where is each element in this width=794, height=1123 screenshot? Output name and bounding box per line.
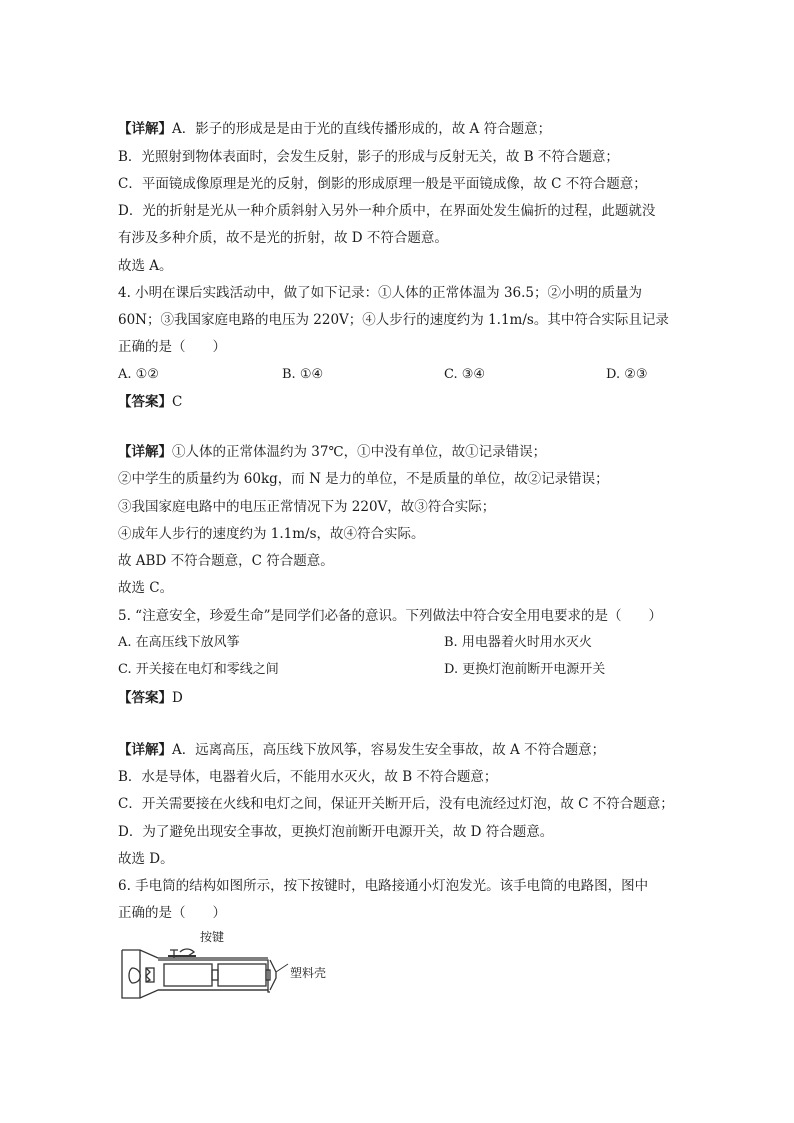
q4-option-c: C. ③④ xyxy=(444,367,486,382)
answer-q5: 【答案】D xyxy=(118,690,183,706)
analysis-q4-line3: ③我国家庭电路中的电压正常情况下为 220V，故③符合实际； xyxy=(118,499,496,515)
q4-option-a: A. ①② xyxy=(118,367,159,382)
analysis-tag: 【详解】 xyxy=(118,121,172,137)
question-4-line1: 4. 小明在课后实践活动中，做了如下记录：①人体的正常体温为 36.5；②小明的质量为 xyxy=(118,285,643,301)
question-4-line2: 60N；③我国家庭电路的电压为 220V；④人步行的速度约为 1.1m/s。其中符合实际且记录 xyxy=(118,312,669,328)
analysis-q3-line4: D．光的折射是光从一种介质斜射入另外一种介质中，在界面处发生偏折的过程，此题就没 xyxy=(118,203,656,219)
question-5: 5. “注意安全，珍爱生命”是同学们必备的意识。下列做法中符合安全用电要求的是（ ） xyxy=(118,608,662,624)
q5-option-b: B. 用电器着火时用水灭火 xyxy=(444,635,592,650)
conclusion-q3: 故选 A。 xyxy=(118,258,173,274)
q5-option-d: D. 更换灯泡前断开电源开关 xyxy=(444,662,606,677)
analysis-q5-line3: C．开关需要接在火线和电灯之间，保证开关断开后，没有电流经过灯泡，故 C 不符合题意； xyxy=(118,796,674,812)
analysis-q4-line5: 故 ABD 不符合题意，C 符合题意。 xyxy=(118,553,334,569)
analysis-q3-line3: C．平面镜成像原理是光的反射，倒影的形成原理一般是平面镜成像，故 C 不符合题意； xyxy=(118,176,647,192)
conclusion-q4: 故选 C。 xyxy=(118,580,174,596)
flashlight-diagram xyxy=(118,928,358,1008)
label-button: 按键 xyxy=(200,930,225,944)
analysis-q5-line2: B．水是导体，电器着火后，不能用水灭火，故 B 不符合题意； xyxy=(118,769,498,785)
question-6-line2: 正确的是（ ） xyxy=(118,905,226,921)
q4-option-b: B. ①④ xyxy=(282,367,324,382)
conclusion-q5: 故选 D。 xyxy=(118,851,174,867)
analysis-q3-line1: 【详解】A．影子的形成是是由于光的直线传播形成的，故 A 符合题意； xyxy=(118,121,552,137)
q4-option-d: D. ②③ xyxy=(606,367,648,382)
question-4-line3: 正确的是（ ） xyxy=(118,339,226,355)
analysis-q3-line5: 有涉及多种介质，故不是光的折射，故 D 不符合题意。 xyxy=(118,230,448,246)
question-6-line1: 6. 手电筒的结构如图所示，按下按键时，电路接通小灯泡发光。该手电筒的电路图，图中 xyxy=(118,878,649,894)
analysis-q5-line1: 【详解】A．远离高压，高压线下放风筝，容易发生安全事故，故 A 不符合题意； xyxy=(118,742,606,758)
analysis-q4-line1: 【详解】①人体的正常体温约为 37℃，①中没有单位，故①记录错误； xyxy=(118,444,547,460)
analysis-q4-line2: ②中学生的质量约为 60kg，而 N 是力的单位，不是质量的单位，故②记录错误； xyxy=(118,471,609,487)
analysis-q5-line4: D．为了避免出现安全事故，更换灯泡前断开电源开关，故 D 符合题意。 xyxy=(118,824,554,840)
answer-q4: 【答案】C xyxy=(118,394,183,410)
analysis-q3-line2: B．光照射到物体表面时，会发生反射，影子的形成与反射无关，故 B 不符合题意； xyxy=(118,149,619,165)
analysis-q4-line4: ④成年人步行的速度约为 1.1m/s，故④符合实际。 xyxy=(118,526,425,542)
q5-option-c: C. 开关接在电灯和零线之间 xyxy=(118,662,279,677)
label-plastic-shell: 塑料壳 xyxy=(290,966,327,980)
q5-option-a: A. 在高压线下放风筝 xyxy=(118,635,240,650)
